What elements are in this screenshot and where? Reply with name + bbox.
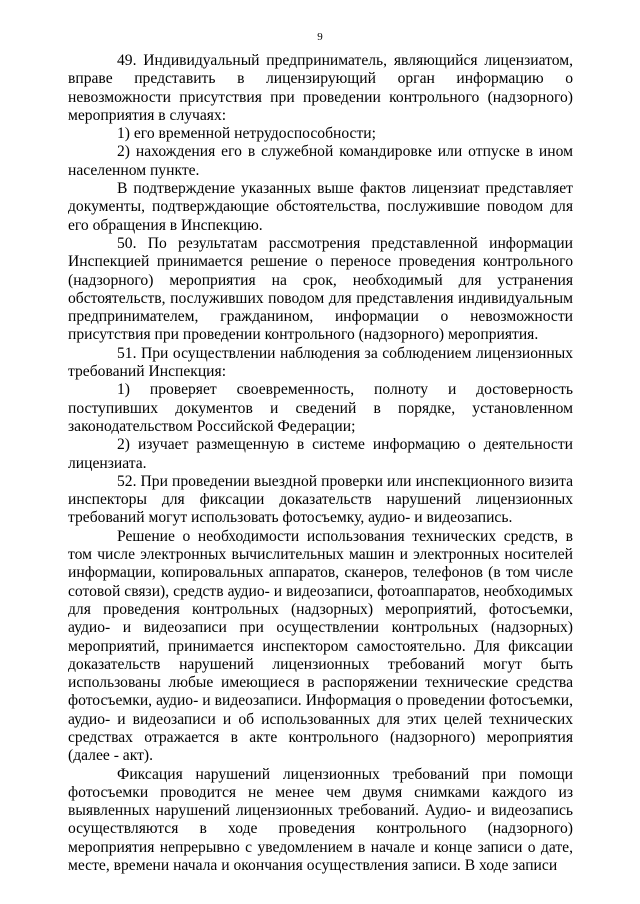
paragraph-52: 52. При проведении выездной проверки или инспекционного визита инспекторы для фиксации доказательств нарушений лицензионных требований могут использовать фотосъемку, аудио- и видеозапись. <box>68 472 573 527</box>
page-number: 9 <box>317 31 323 43</box>
document-body <box>68 52 573 875</box>
paragraph-52-recording: Фиксация нарушений лицензионных требований при помощи фотосъемки проводится не менее чем двумя снимками каждого из выявленных нарушений лицензионных требований. Аудио- и видеозапись осуществляются в ходе проведения контрольного (надзорного) мероприятия непрерывно с уведомлением в начале и конце записи о дате, месте, времени начала и окончания осуществления записи. В ходе записи <box>68 765 573 875</box>
paragraph-51-item-1: 1) проверяет своевременность, полноту и достоверность поступивших документов и сведений в порядке, установленном законодательством Российской Федерации; <box>68 381 573 435</box>
paragraph-51-item-2: 2) изучает размещенную в системе информацию о деятельности лицензиата. <box>68 436 573 472</box>
paragraph-49-item-2: 2) нахождения его в служебной командировке или отпуске в ином населенном пункте. <box>68 143 573 179</box>
paragraph-49-item-1: 1) его временной нетрудоспособности; <box>117 125 376 143</box>
paragraph-49-confirmation: В подтверждение указанных выше фактов лицензиат представляет документы, подтверждающие обстоятельства, послужившие поводом для его обращения в Инспекцию. <box>68 180 573 234</box>
paragraph-52-technical-means: Решение о необходимости использования технических средств, в том числе электронных вычислительных машин и электронных носителей информации, копировальных аппаратов, сканеров, телефонов (в том числе сотовой связи), средств аудио- и видеозаписи, фотоаппаратов, необходимых для проведения контрольных (надзорных) мероприятий, фотосъемки, аудио- и видеозаписи при осуществлении контрольных (надзорных) мероприятий, принимается инспектором самостоятельно. Для фиксации доказательств нарушений лицензионных требований могут быть использованы любые имеющиеся в распоряжении технические средства фотосъемки, аудио- и видеозаписи. Информация о проведении фотосъемки, аудио- и видеозаписи и об использованных для этих целей технических средствах отражается в акте контрольного (надзорного) мероприятия (далее - акт). <box>68 527 573 765</box>
paragraph-49: 49. Индивидуальный предприниматель, являющийся лицензиатом, вправе представить в лицензирующий орган информацию о невозможности присутствия при проведении контрольного (надзорного) мероприятия в случаях: <box>68 52 573 124</box>
paragraph-51: 51. При осуществлении наблюдения за соблюдением лицензионных требований Инспекция: <box>68 344 573 381</box>
paragraph-50: 50. По результатам рассмотрения представленной информации Инспекцией принимается решение о переносе проведения контрольного (надзорного) мероприятия на срок, необходимый для устранения обстоятельств, послуживших поводом для представления индивидуальным предпринимателем, гражданином, информации о невозможности присутствия при проведении контрольного (надзорного) мероприятия. <box>68 234 573 344</box>
